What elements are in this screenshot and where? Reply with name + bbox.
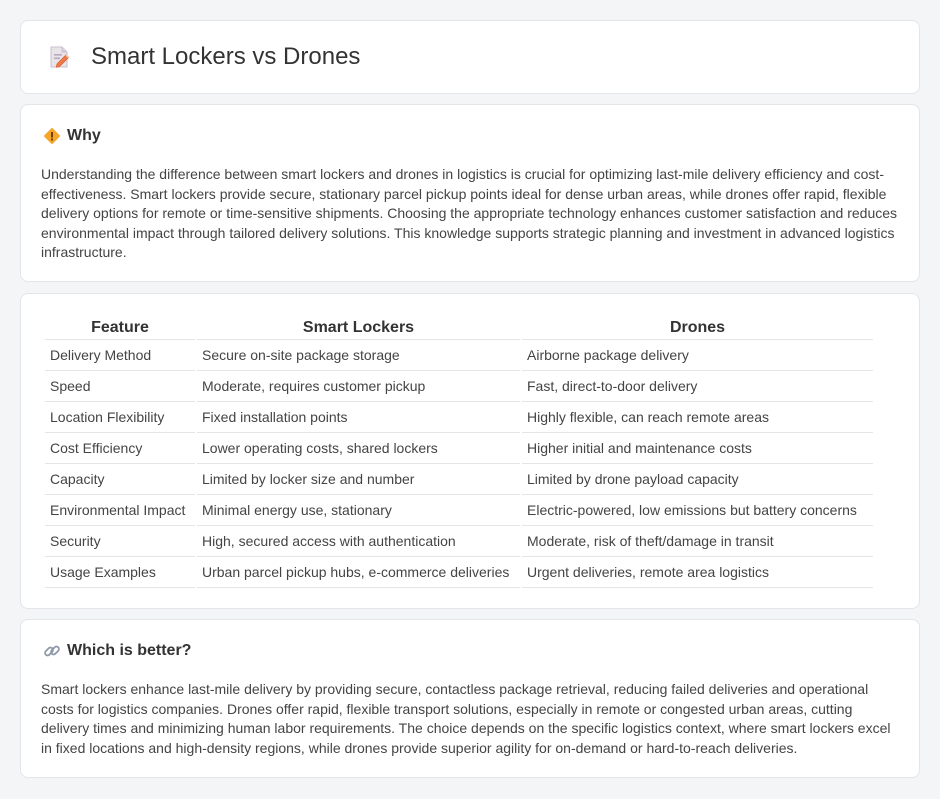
table-row	[45, 340, 873, 371]
drones-cell: Airborne package delivery	[522, 340, 873, 371]
feature-cell: Usage Examples	[45, 557, 195, 588]
smart-lockers-cell: Fixed installation points	[197, 402, 520, 433]
feature-cell: Environmental Impact	[45, 495, 195, 526]
smart-lockers-cell: Limited by locker size and number	[197, 464, 520, 495]
drones-cell: Highly flexible, can reach remote areas	[522, 402, 873, 433]
header-smart-lockers: Smart Lockers	[197, 316, 520, 340]
feature-cell: Security	[45, 526, 195, 557]
feature-cell: Cost Efficiency	[45, 433, 195, 464]
smart-lockers-cell: Lower operating costs, shared lockers	[197, 433, 520, 464]
drones-cell: Urgent deliveries, remote area logistics	[522, 557, 873, 588]
smart-lockers-cell: Urban parcel pickup hubs, e-commerce deliveries	[197, 557, 520, 588]
table-row	[45, 557, 873, 588]
drones-cell: Moderate, risk of theft/damage in transit	[522, 526, 873, 557]
table-row	[45, 371, 873, 402]
table-row	[45, 526, 873, 557]
table-row	[45, 464, 873, 495]
better-heading	[43, 642, 191, 660]
feature-cell: Location Flexibility	[45, 402, 195, 433]
link-icon	[43, 642, 61, 660]
comparison-table	[43, 316, 875, 588]
table-header-row	[45, 316, 873, 340]
feature-cell: Speed	[45, 371, 195, 402]
smart-lockers-cell: Secure on-site package storage	[197, 340, 520, 371]
feature-cell: Delivery Method	[45, 340, 195, 371]
diamond-warning-icon	[43, 127, 61, 145]
header-drones: Drones	[522, 316, 873, 340]
better-paragraph: Smart lockers enhance last-mile delivery by providing secure, contactless package retrieval, reducing failed deliveries and operational costs for logistics companies. Drones offer rapid, flexible transport solutions, especially in remote or congested urban areas, cutting delivery times and minimizing human labor requirements. The choice depends on the specific logistics context, where smart lockers excel in fixed locations and high-density regions, while drones provide superior agility for on-demand or hard-to-reach deliveries.	[41, 681, 891, 756]
drones-cell: Fast, direct-to-door delivery	[522, 371, 873, 402]
comparison-card	[20, 293, 920, 609]
table-row	[45, 495, 873, 526]
title-card	[20, 20, 920, 94]
drones-cell: Electric-powered, low emissions but battery concerns	[522, 495, 873, 526]
smart-lockers-cell: Moderate, requires customer pickup	[197, 371, 520, 402]
drones-cell: Limited by drone payload capacity	[522, 464, 873, 495]
why-heading	[43, 127, 101, 145]
table-row	[45, 402, 873, 433]
header-feature: Feature	[45, 316, 195, 340]
better-title: Which is better?	[67, 642, 192, 659]
table-row	[45, 433, 873, 464]
why-paragraph: Understanding the difference between smart lockers and drones in logistics is crucial for optimizing last-mile delivery efficiency and cost-effectiveness. Smart lockers provide secure, stationary parcel pickup points ideal for dense urban areas, while drones offer rapid, flexible delivery options for remote or time-sensitive shipments. Choosing the appropriate technology enhances customer satisfaction and reduces environmental impact through tailored delivery solutions. This knowledge supports strategic planning and investment in advanced logistics infrastructure.	[41, 166, 898, 260]
smart-lockers-cell: High, secured access with authentication	[197, 526, 520, 557]
feature-cell: Capacity	[45, 464, 195, 495]
which-is-better-card	[20, 619, 920, 778]
why-title: Why	[67, 127, 101, 144]
why-card	[20, 104, 920, 282]
smart-lockers-cell: Minimal energy use, stationary	[197, 495, 520, 526]
drones-cell: Higher initial and maintenance costs	[522, 433, 873, 464]
page-title: Smart Lockers vs Drones	[91, 43, 361, 70]
document-pencil-icon	[47, 45, 71, 69]
